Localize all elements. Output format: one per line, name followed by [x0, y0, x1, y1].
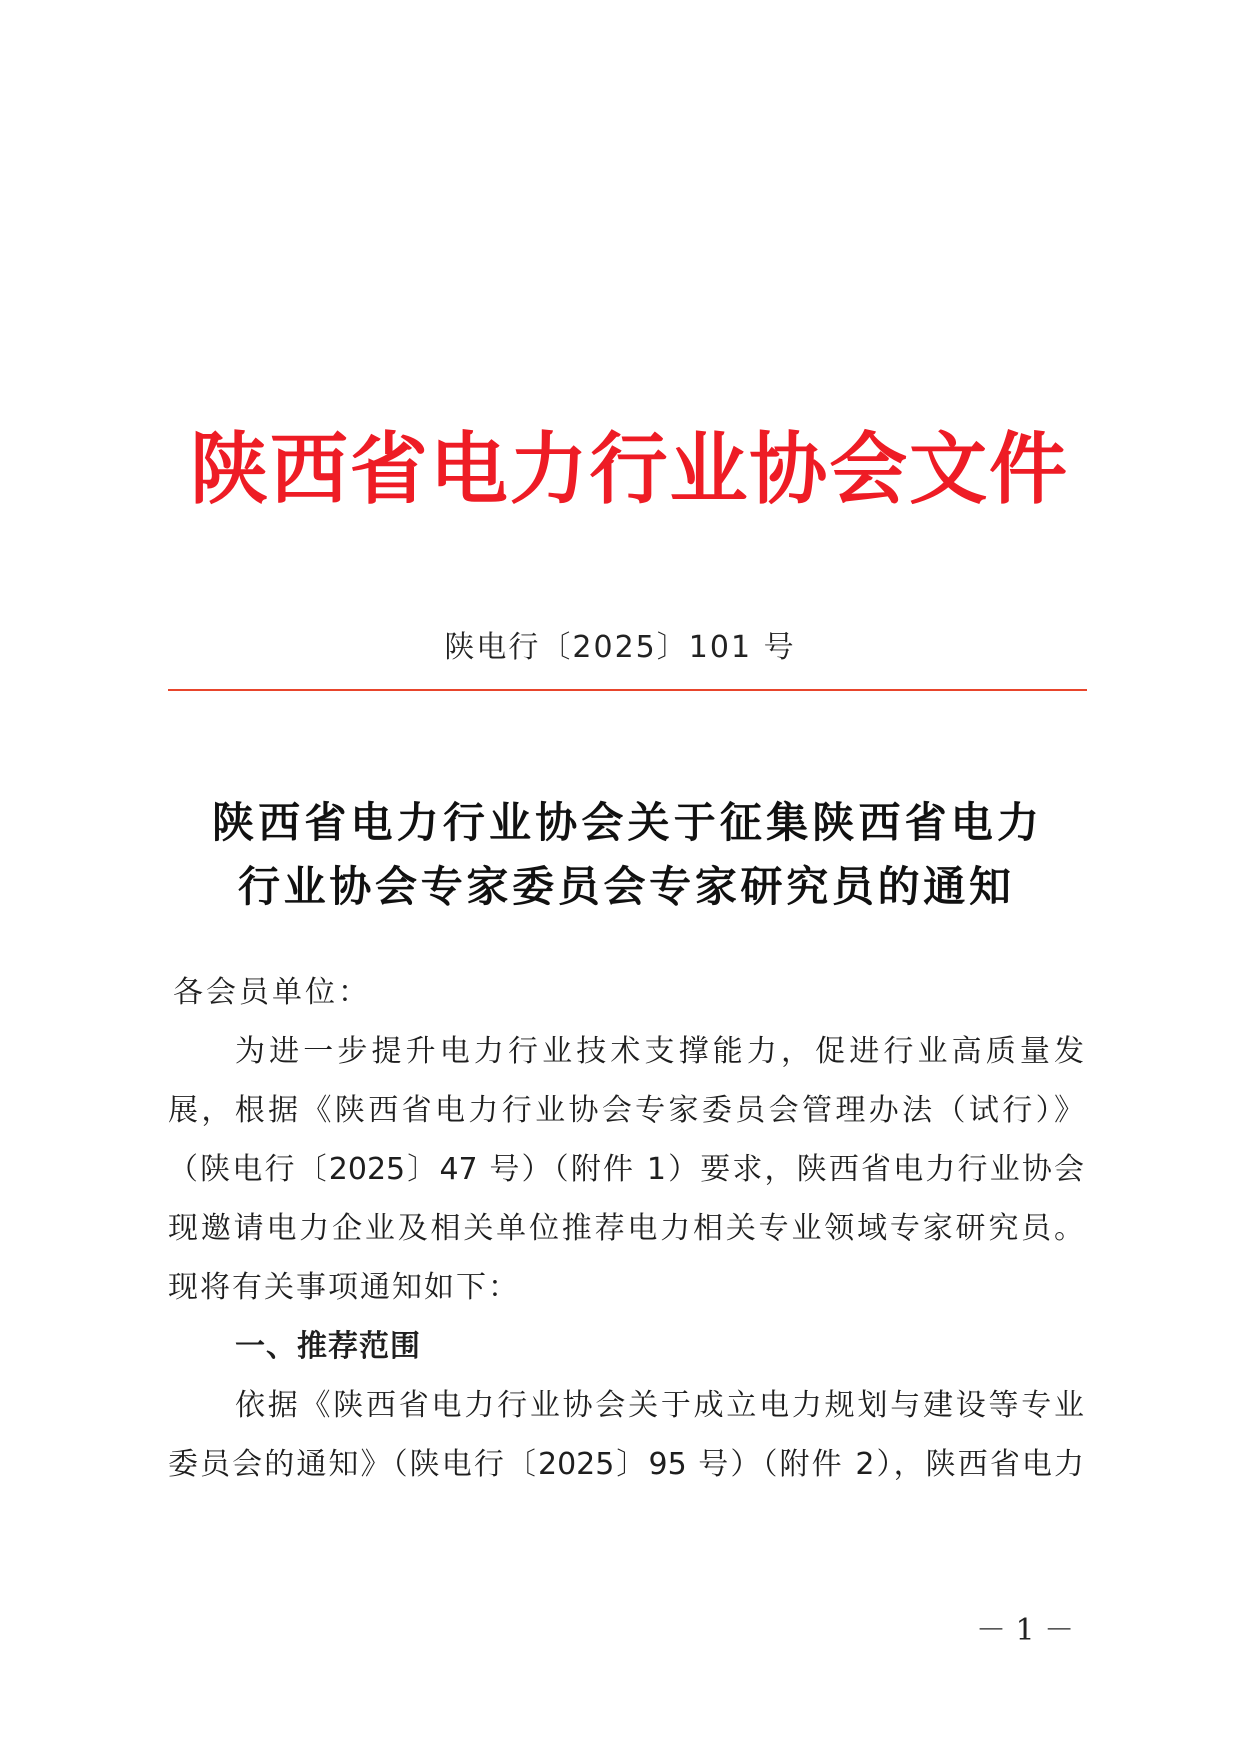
- notice-title-line-1: 陕西省电力行业协会关于征集陕西省电力: [212, 801, 1039, 847]
- intro-line: 展，根据《陕西省电力行业协会专家委员会管理办法（试行）》: [168, 1093, 1084, 1128]
- notice-title-line-2: 行业协会专家委员会专家研究员的通知: [238, 865, 1011, 911]
- section-line: 依据《陕西省电力行业协会关于成立电力规划与建设等专业: [235, 1388, 1084, 1423]
- intro-line: （陕电行〔2025〕47 号）（附件 1）要求，陕西省电力行业协会: [168, 1152, 1084, 1187]
- intro-line: 现将有关事项通知如下：: [168, 1270, 520, 1305]
- red-divider-line: [168, 689, 1087, 691]
- section-heading: 一、推荐范围: [235, 1330, 421, 1363]
- salutation: 各会员单位：: [173, 975, 371, 1010]
- document-number: 陕电行〔2025〕101 号: [444, 630, 796, 665]
- intro-line: 现邀请电力企业及相关单位推荐电力相关专业领域专家研究员。: [168, 1211, 1084, 1246]
- notice-body: [168, 963, 1084, 1494]
- section-line: 委员会的通知》（陕电行〔2025〕95 号）（附件 2），陕西省电力: [168, 1447, 1084, 1482]
- issuer-header-title: 陕西省电力行业协会文件: [190, 426, 1067, 513]
- page-number: － 1 －: [976, 1613, 1075, 1648]
- intro-line: 为进一步提升电力行业技术支撑能力，促进行业高质量发: [235, 1034, 1084, 1069]
